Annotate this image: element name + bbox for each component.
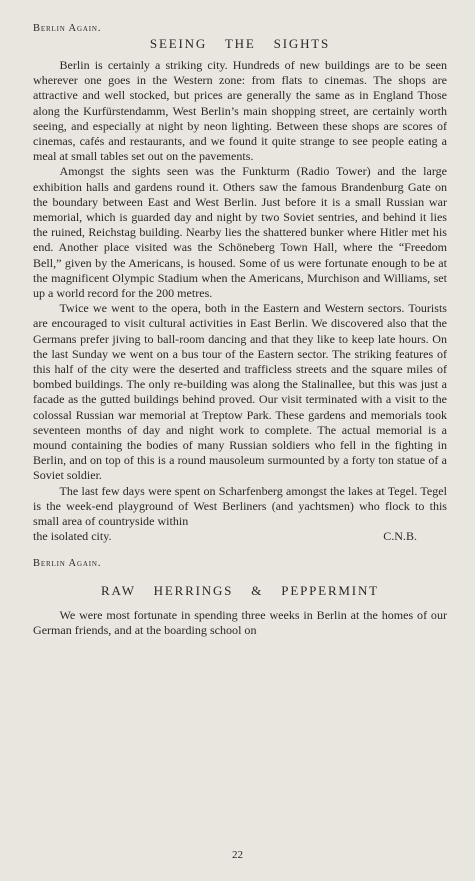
paragraph: Amongst the sights seen was the Funkturm (Radio Tower) and the large exhibition halls and gardens round it. Others saw the famous Brandenburg Gate on the boundary between East and West Berlin. Just before it is a small Russian war memorial, which is guarded day and night by two Soviet sentries, and behind it lies the ruined, Reichstag building. Nearby lies the shattered bunker where Hitler met his end. Another place visited was the Schöneberg Town Hall, where the “Freedom Bell,” given by the Americans, is housed. Some of us were fortunate enough to be at the magnificent Olympic Stadium when the Americans, Murchison and Williams, set up a world record for the 200 metres.: [33, 164, 447, 301]
closing-text: the isolated city.: [33, 529, 112, 544]
section-label: Berlin Again.: [33, 23, 102, 34]
paragraph: Twice we went to the opera, both in the Eastern and Western sectors. Tourists are encouraged to visit cultural activities in East Berlin. We discovered also that the Germans prefer jiving to ball-room dancing and that they like to keep late hours. On the last Sunday we went on a bus tour of the Eastern sector. The striking features of this half of the city were the deserted and trafficless streets and the square miles of bombed buildings. The only re-building was along the Stalinallee, but this was just a facade as the gutted buildings behind proved. Our visit terminated with a visit to the colossal Russian war memorial at Treptow Park. These gardens and memorials took seventeen months of day and night work to complete. The actual memorial is a mound containing the bodies of many Russian soldiers who fell in the fighting in Berlin, and on top of this is a round mausoleum surmounted by a forty ton statue of a Soviet soldier.: [33, 301, 447, 483]
page-number: 22: [232, 849, 243, 861]
article-title: RAW HERRINGS & PEPPERMINT: [101, 582, 379, 598]
paragraph: The last few days were spent on Scharfenberg amongst the lakes at Tegel. Tegel is the week-end playground of West Berliners (and yachtsmen) who flock to this small area of countryside within: [33, 483, 447, 529]
article-title: SEEING THE SIGHTS: [149, 36, 331, 51]
section-label: Berlin Again.: [33, 557, 102, 569]
paragraph: We were most fortunate in spending three weeks in Berlin at the homes of our German friends, and at the boarding school on: [33, 607, 447, 637]
paragraph: Berlin is certainly a striking city. Hundreds of new buildings are to be seen wherever one goes in the Western zone: from flats to cinemas. The shops are attractive and well stocked, but prices are generally the same as in England Those along the Kurfürstendamm, West Berlin’s main shopping street, are certainly worth seeing, and especially at night by neon lighting. Between these shops are scores of cinemas, cafés and restaurants, and we found it quite strange to see people eating a meal at small tables set out on the pavements.: [33, 58, 447, 164]
article-body: [33, 608, 447, 638]
author-signature: C.N.B.: [383, 529, 417, 544]
closing-line: [33, 529, 447, 544]
article-body: [33, 58, 447, 545]
